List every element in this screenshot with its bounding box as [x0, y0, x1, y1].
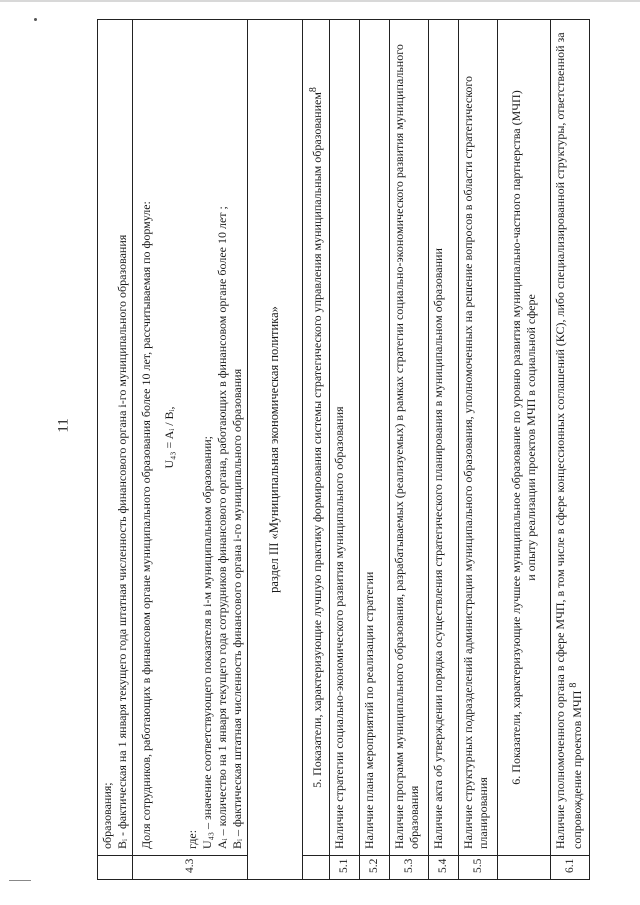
formula-definition-3: Bᵢ – фактическая штатная численность финансового органа i-го муниципального образования [230, 368, 244, 849]
table-row [360, 20, 390, 880]
row-number: 5.3 [390, 856, 429, 880]
row-text: Наличие акта об утверждении порядка осуществления стратегического планирования в муниципальном образовании [429, 20, 459, 856]
table-row [330, 20, 360, 880]
formula-where: где: [185, 829, 199, 849]
row-number: 5.4 [429, 856, 459, 880]
formula: U₄₃ = Aᵢ / Bᵢ, [162, 406, 176, 469]
indicators-table [97, 19, 590, 880]
scan-top-edge [0, 0, 640, 2]
table-row [429, 20, 459, 880]
section-heading-cell [248, 20, 303, 880]
row-number: 5.1 [330, 856, 360, 880]
row-number: 5.2 [360, 856, 390, 880]
section-title: раздел III «Муниципальная экономическая политика» [267, 306, 282, 593]
table-row-continuation [98, 20, 133, 880]
table-row-section-3 [248, 20, 303, 880]
row-number-cell [498, 856, 551, 880]
table-row-heading-6 [498, 20, 551, 880]
scan-mark [9, 880, 31, 881]
row-number: 6.1 [551, 856, 590, 880]
continuation-line-1: образования; [100, 782, 114, 849]
row-text: Наличие структурных подразделений администрации муниципального образования, уполномоченных на решение вопросов в области стратегического планирования [459, 20, 498, 856]
group-heading-cell [303, 20, 330, 856]
table-row [390, 20, 429, 880]
group-heading-6-line-1: 6. Показатели, характеризующие лучшее муниципальное образование по уровню развития муниципально-частного партнерства (МЧП) [509, 90, 523, 785]
row-text: Наличие плана мероприятий по реализации стратегии [360, 20, 390, 856]
row-number: 4.3 [133, 856, 248, 880]
footnote-mark: 8 [568, 682, 579, 688]
formula-definition-1: U₄₃ – значение соответствующего показателя в i-м муниципальном образовании; [200, 435, 214, 849]
row-text: Наличие программ муниципального образования, разрабатываемых (реализуемых) в рамках стратегии социально-экономического развития муниципального образования [390, 20, 429, 856]
row-number-cell [303, 856, 330, 880]
scan-speck [34, 18, 37, 21]
footnote-mark: 8 [307, 87, 319, 93]
continuation-line-2: Вᵢ - фактическая на 1 января текущего года штатная численность финансового органа i-го муниципального образования [115, 234, 129, 849]
row-text-cell [551, 20, 590, 856]
row-text: Наличие стратегии социально-экономического развития муниципального образования [330, 20, 360, 856]
row-number-cell [98, 856, 133, 880]
formula-definition-2: Aᵢ – количество на 1 января текущего года сотрудников финансового органа, работающих в финансовом органе более 10 лет ; [215, 206, 229, 849]
group-heading-6-line-2: и опыту реализации проектов МЧП в социальной сфере [524, 294, 538, 581]
rotated-table-frame [97, 20, 584, 880]
page-number: 11 [55, 418, 72, 433]
continuation-text [98, 20, 133, 856]
table-row [459, 20, 498, 880]
table-row-6-1 [551, 20, 590, 880]
table-row-heading-5 [303, 20, 330, 880]
indicator-title: Доля сотрудников, работающих в финансовом органе муниципального образования более 10 лет, рассчитываемая по формуле: [139, 201, 153, 849]
group-heading-5: 5. Показатели, характеризующие лучшую практику формирования системы стратегического управления муниципальным образованием [309, 92, 324, 788]
table-row-4-3 [133, 20, 248, 880]
row-4-3-content [133, 20, 248, 856]
group-heading-cell [498, 20, 551, 856]
row-text: Наличие уполномоченного органа в сфере МЧП, в том числе в сфере концессионных соглашений (КС), либо специализированной структуры, ответственной за сопровождение проектов МЧП [553, 32, 584, 849]
row-number: 5.5 [459, 856, 498, 880]
